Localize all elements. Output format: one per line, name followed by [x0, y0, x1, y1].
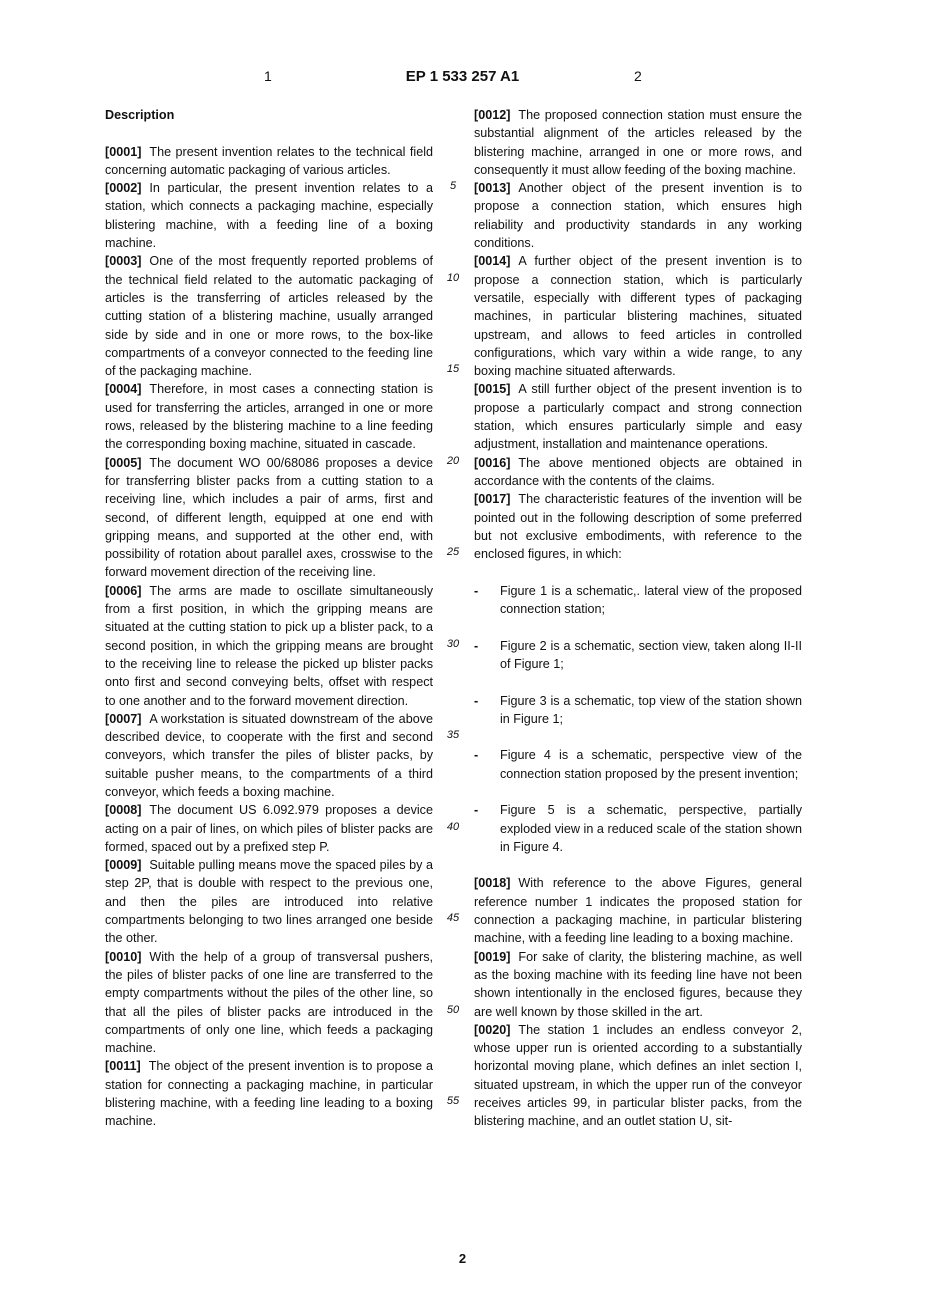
figure-description: Figure 2 is a schematic, section view, taken along II-II of Figure 1; — [500, 638, 802, 671]
paragraph-text: A still further object of the present invention is to propose a particularly compact and strong connection station, which ensures particularly simple and easy adjustment, installation and maintenance operations. — [474, 382, 802, 452]
figure-description: Figure 3 is a schematic, top view of the station shown in Figure 1; — [500, 693, 802, 726]
paragraph — [105, 801, 433, 856]
paragraph — [474, 948, 802, 1021]
paragraph-number: [0019] — [474, 949, 511, 964]
paragraph-text: In particular, the present invention relates to a station, which connects a packaging machine, especially blistering machine, with a feeding line of a boxing machine. — [105, 181, 433, 251]
list-dash: - — [474, 638, 479, 653]
line-number: 10 — [446, 271, 460, 284]
paragraph-text: With reference to the above Figures, general reference number 1 indicates the proposed station for connection a packaging machine, in particular blistering machine, with a feeding line leading to a boxing machine. — [474, 876, 802, 946]
right-column-number: 2 — [634, 68, 642, 84]
paragraph — [474, 380, 802, 453]
paragraph-number: [0014] — [474, 254, 511, 269]
paragraph-text: One of the most frequently reported problems of the technical field related to the automatic packaging of articles is the transferring of articles released by the cutting station of a blistering machine, usually arranged side by side and in one or more rows, to the box-like compartments of a conveyor connected to the feeding line of the packaging machine. — [105, 254, 433, 379]
figure-list-item — [474, 746, 802, 783]
figure-description: Figure 5 is a schematic, perspective, partially exploded view in a reduced scale of the station shown in Figure 4. — [500, 803, 802, 854]
paragraph — [105, 179, 433, 252]
list-dash: - — [474, 583, 479, 598]
paragraph — [474, 252, 802, 380]
publication-number: EP 1 533 257 A1 — [405, 68, 520, 85]
line-number: 15 — [446, 363, 460, 375]
paragraph — [474, 1021, 802, 1131]
paragraph — [105, 454, 433, 582]
figure-list-item — [474, 692, 802, 729]
paragraph-number: [0003] — [105, 254, 142, 269]
paragraph — [105, 252, 433, 380]
paragraph-text: A workstation is situated downstream of the above described device, to cooperate with the first and second conveyors, which transfer the piles of blister packs, by suitable pusher means, to the compartments of a third conveyor, which feeds a boxing machine. — [105, 711, 433, 799]
paragraph-text: Suitable pulling means move the spaced piles by a step 2P, that is double with respect to the previous one, and then the piles are introduced into relative compartments belonging to two lines arranged one beside the other. — [105, 858, 433, 946]
figure-description: Figure 1 is a schematic,. lateral view of the proposed connection station; — [500, 583, 802, 617]
paragraph-text: The document WO 00/68086 proposes a device for transferring blister packs from a cutting station to a receiving line, which includes a pair of arms, first and second, of different length, equipped at one end with gripping means, and supported at the other end, with possibility of rotation about parallel axes, crosswise to the forward movement direction of the receiving line. — [105, 455, 433, 580]
line-number: 5 — [449, 180, 457, 192]
paragraph-number: [0009] — [105, 858, 142, 873]
line-number: 30 — [446, 637, 460, 650]
paragraph-number: [0001] — [105, 144, 142, 159]
paragraph — [474, 179, 802, 252]
paragraph-number: [0011] — [105, 1059, 141, 1074]
figure-list-item — [474, 637, 802, 674]
paragraph-text: The document US 6.092.979 proposes a device acting on a pair of lines, on which piles of blister packs are formed, spaced out by a prefixed step P. — [105, 803, 433, 854]
paragraph — [105, 582, 433, 710]
paragraph-number: [0006] — [105, 583, 142, 598]
line-number: 55 — [446, 1095, 460, 1107]
paragraph-text: The present invention relates to the technical field concerning automatic packaging of various articles. — [105, 144, 433, 177]
paragraph — [105, 948, 433, 1058]
line-number: 20 — [446, 454, 460, 467]
list-dash: - — [474, 693, 479, 708]
paragraph-number: [0015] — [474, 382, 511, 397]
list-dash: - — [474, 803, 479, 818]
paragraph — [474, 874, 802, 947]
paragraph-text: The above mentioned objects are obtained in accordance with the contents of the claims. — [474, 455, 802, 488]
paragraph-number: [0005] — [105, 455, 142, 470]
paragraph-text: The object of the present invention is to propose a station for connecting a packaging machine, in particular blistering machine, with a feeding line leading to a boxing machine. — [105, 1059, 433, 1129]
paragraph-text: With the help of a group of transversal pushers, the piles of blister packs of one line are transferred to the empty compartments without the piles of the other line, so that all the piles of blister packs are introduced in the compartments of only one line, which feeds a packaging machine. — [105, 949, 433, 1056]
paragraph-text: The arms are made to oscillate simultaneously from a first position, in which the gripping means are situated at the cutting station to pick up a blister pack, to a second position, in which the gripping means are brought to the receiving line to release the picked up blister packs onto first and second conveying belts, offset with respect to one another and to the forward movement direction. — [105, 583, 433, 708]
paragraph — [105, 1057, 433, 1130]
paragraph — [474, 490, 802, 563]
paragraph-number: [0012] — [474, 108, 511, 122]
paragraph — [105, 380, 433, 453]
paragraph-text: For sake of clarity, the blistering machine, as well as the boxing machine with its feeding line have not been shown intentionally in the enclosed figures, because they are well known by those skilled in the art. — [474, 949, 802, 1019]
figure-list — [474, 582, 802, 856]
right-column — [474, 106, 802, 1131]
paragraph-text: The station 1 includes an endless conveyor 2, whose upper run is oriented according to a substantially horizontal moving plane, which defines an inlet section I, situated upstream, in which the upper run of the conveyor receives articles 99, in particular blister packs, from the blistering machine, and an outlet station U, sit- — [474, 1022, 802, 1129]
figure-description: Figure 4 is a schematic, perspective view of the connection station proposed by the present invention; — [500, 748, 802, 781]
paragraph-text: Therefore, in most cases a connecting station is used for transferring the articles, arranged in one or more rows, released by the blistering machine to a line feeding the corresponding boxing machine, situated in cascade. — [105, 382, 433, 452]
left-column-number: 1 — [264, 68, 272, 84]
paragraph-number: [0013] — [474, 181, 511, 196]
line-number: 50 — [446, 1003, 460, 1016]
paragraph-text: The proposed connection station must ensure the substantial alignment of the articles released by the blistering machine, arranged in one or more rows, and consequently it must allow feeding of the boxing machine. — [474, 108, 802, 177]
paragraph-text: Another object of the present invention is to propose a connection station, which ensures high reliability and productivity standards in any working conditions. — [474, 181, 802, 251]
paragraph-text: A further object of the present invention is to propose a connection station, which is particularly versatile, especially with different types of packaging machines, in particular blistering machines, situated upstream, and allows to feed articles in controlled configurations, which vary within a wide range, to any boxing machine situated afterwards. — [474, 254, 802, 379]
paragraph-number: [0020] — [474, 1022, 511, 1037]
paragraph — [105, 856, 433, 947]
line-number: 35 — [446, 729, 460, 741]
paragraph-number: [0018] — [474, 876, 511, 891]
line-number: 25 — [446, 546, 460, 558]
paragraph-text: The characteristic features of the invention will be pointed out in the following description of some preferred but not exclusive embodiments, with reference to the enclosed figures, in which: — [474, 492, 802, 562]
paragraph — [474, 106, 802, 179]
line-number: 40 — [446, 820, 460, 833]
paragraph-number: [0004] — [105, 382, 142, 397]
description-heading: Description — [105, 108, 175, 122]
left-column — [105, 106, 433, 1131]
paragraph-number: [0016] — [474, 455, 511, 470]
paragraph-number: [0010] — [105, 949, 142, 964]
line-number: 45 — [446, 912, 460, 924]
list-dash: - — [474, 748, 479, 763]
figure-list-item — [474, 582, 802, 619]
paragraph-number: [0008] — [105, 803, 142, 818]
paragraph — [105, 710, 433, 801]
paragraph — [105, 143, 433, 180]
paragraph-number: [0017] — [474, 492, 511, 507]
paragraph-number: [0002] — [105, 181, 142, 196]
figure-list-item — [474, 801, 802, 856]
paragraph-number: [0007] — [105, 711, 142, 726]
page-number: 2 — [458, 1251, 467, 1266]
paragraph — [474, 454, 802, 491]
